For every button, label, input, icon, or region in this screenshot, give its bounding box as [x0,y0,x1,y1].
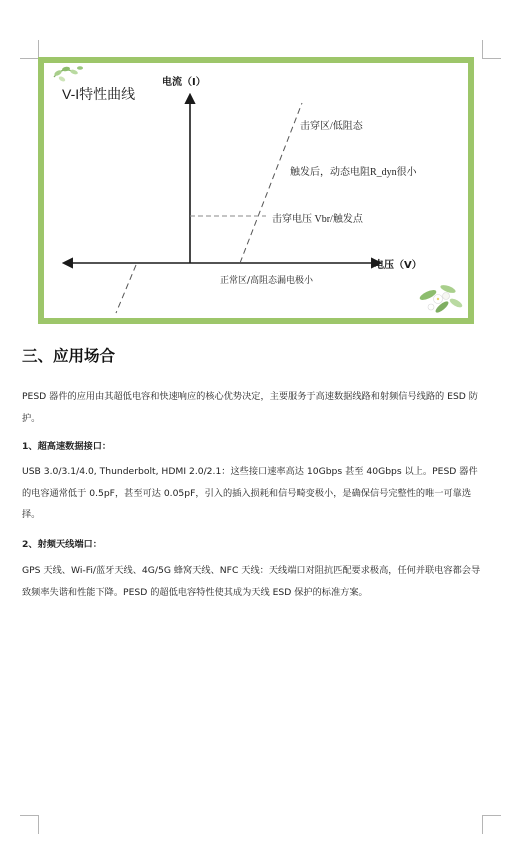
subheading-rf-antenna: 2、射频天线端口： [22,539,102,550]
rf-antenna-paragraph: GPS 天线、Wi-Fi/蓝牙天线、4G/5G 蜂窝天线、NFC 天线：天线端口对阻抗匹配要求极高，任何并联电容都会导致频率失谐和性能下降。PESD 的超低电容特性使其成为天线 ESD 保护的标准方案。 [22,565,481,598]
breakdown-curve [240,103,302,263]
figure-title: V-I特性曲线 [62,86,136,102]
vi-curve-figure [38,57,474,324]
subheading-data-interfaces: 1、超高速数据接口： [22,441,112,452]
page-corner-mark-bottom-left [20,815,39,834]
vi-curve-diagram [44,63,468,318]
y-axis-label: 电流（I） [162,77,206,88]
leaf-decoration-icon [53,66,83,82]
x-axis-label: 电压（V） [374,260,422,271]
section-heading: 三、应用场合 [22,347,116,365]
annotation-breakdown-region: 击穿区/低阻态 [300,121,363,132]
annotation-dynamic-resistance: 触发后，动态电阻R_dyn很小 [290,167,417,178]
page-corner-mark-bottom-right [482,815,501,834]
page-corner-mark-top-right [482,40,501,59]
annotation-normal-region: 正常区/高阻态漏电极小 [220,276,314,286]
reverse-curve [116,265,136,313]
data-interfaces-paragraph: USB 3.0/3.1/4.0, Thunderbolt, HDMI 2.0/2.1：这些接口速率高达 10Gbps 甚至 40Gbps 以上。PESD 器件的电容通常低于 0.5pF，甚至可达 0.05pF，引入的插入损耗和信号畸变极小，是确保信号完整性的唯一可靠选择。 [22,466,478,520]
intro-paragraph: PESD 器件的应用由其超低电容和快速响应的核心优势决定，主要服务于高速数据线路和射频信号线路的 ESD 防护。 [22,391,478,424]
page-corner-mark-top-left [20,40,39,59]
annotation-breakdown-voltage: 击穿电压 Vbr/触发点 [272,214,363,225]
flower-decoration-icon [418,283,463,314]
